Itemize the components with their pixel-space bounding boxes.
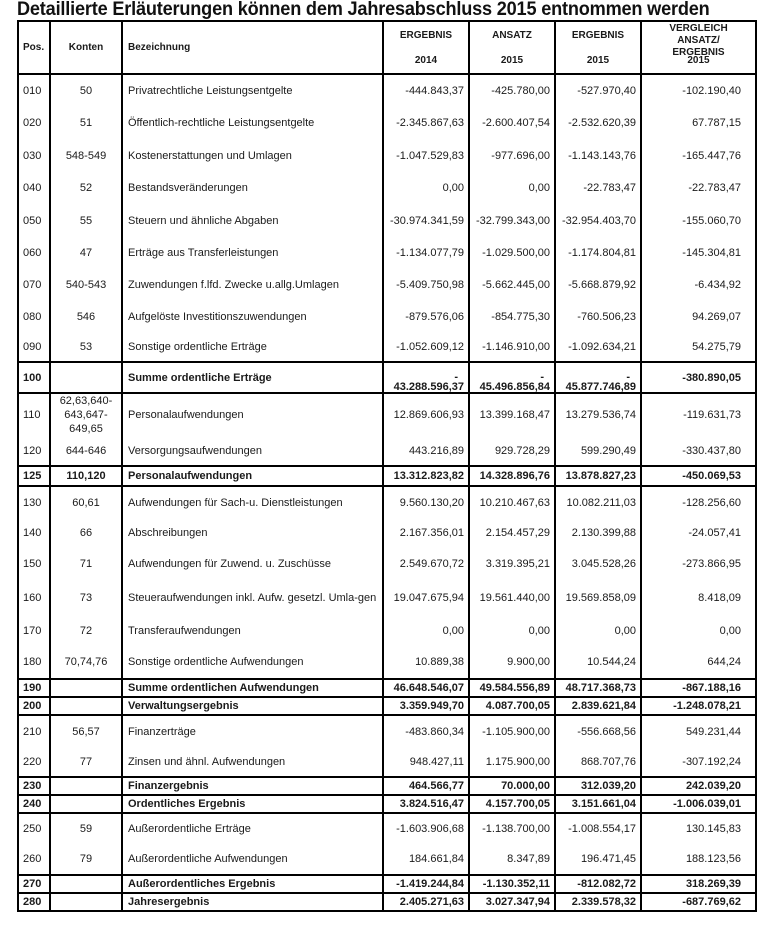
pos-cell: 060 (18, 237, 50, 268)
ergebnis-2014-cell: -1.134.077,79 (383, 237, 469, 268)
table-row (18, 875, 756, 893)
bezeichnung-cell: Sonstige ordentliche Aufwendungen (122, 646, 383, 679)
ansatz-2015-cell: -977.696,00 (469, 139, 555, 172)
vergleich-cell: 188.123,56 (641, 844, 756, 875)
bezeichnung-cell: Außerordentliche Aufwendungen (122, 844, 383, 875)
vergleich-cell: 8.418,09 (641, 580, 756, 616)
ansatz-2015-cell: 14.328.896,76 (469, 466, 555, 486)
ansatz-2015-cell: 1.175.900,00 (469, 747, 555, 777)
page-title: Detaillierte Erläuterungen können dem Jahresabschluss 2015 entnommen werden (17, 0, 710, 20)
ergebnis-2015-cell: -32.954.403,70 (555, 204, 641, 237)
ansatz-2015-cell: -1.130.352,11 (469, 875, 555, 893)
ergebnis-2015-cell: -1.092.634,21 (555, 332, 641, 362)
ergebnis-2015-cell: 10.082.211,03 (555, 486, 641, 518)
pos-cell: 120 (18, 436, 50, 466)
table-row (18, 393, 756, 436)
header-ansatz-2015: ANSATZ 2015 (469, 21, 555, 74)
konten-cell: 71 (50, 548, 122, 580)
pos-cell: 270 (18, 875, 50, 893)
ergebnis-2015-cell: -556.668,56 (555, 715, 641, 747)
table-row (18, 74, 756, 107)
bezeichnung-cell: Kostenerstattungen und Umlagen (122, 139, 383, 172)
konten-cell: 66 (50, 518, 122, 548)
ansatz-2015-cell: 4.157.700,05 (469, 795, 555, 813)
bezeichnung-cell: Aufwendungen für Sach-u. Dienstleistungen (122, 486, 383, 518)
pos-cell: 260 (18, 844, 50, 875)
vergleich-cell: 0,00 (641, 616, 756, 646)
ergebnis-2014-cell: 464.566,77 (383, 777, 469, 795)
bezeichnung-cell: Außerordentliches Ergebnis (122, 875, 383, 893)
bezeichnung-cell: Personalaufwendungen (122, 393, 383, 436)
pos-cell: 100 (18, 362, 50, 393)
ansatz-2015-cell: 3.027.347,94 (469, 893, 555, 911)
vergleich-cell: -155.060,70 (641, 204, 756, 237)
ergebnis-2015-cell: -5.668.879,92 (555, 268, 641, 301)
bezeichnung-cell: Personalaufwendungen (122, 466, 383, 486)
ansatz-2015-cell: 9.900,00 (469, 646, 555, 679)
vergleich-cell: 644,24 (641, 646, 756, 679)
ergebnis-2015-cell: 10.544,24 (555, 646, 641, 679)
pos-cell: 050 (18, 204, 50, 237)
ansatz-2015-cell: -1.029.500,00 (469, 237, 555, 268)
ergebnis-2015-cell: -1.008.554,17 (555, 813, 641, 844)
ergebnis-2015-cell: 3.045.528,26 (555, 548, 641, 580)
pos-cell: 140 (18, 518, 50, 548)
ansatz-2015-cell: 8.347,89 (469, 844, 555, 875)
ergebnis-2014-cell: 46.648.546,07 (383, 679, 469, 697)
konten-cell: 59 (50, 813, 122, 844)
konten-cell: 47 (50, 237, 122, 268)
vergleich-cell: -450.069,53 (641, 466, 756, 486)
bezeichnung-cell: Steuern und ähnliche Abgaben (122, 204, 383, 237)
bezeichnung-cell: Aufgelöste Investitionszuwendungen (122, 301, 383, 332)
pos-cell: 090 (18, 332, 50, 362)
vergleich-cell: -6.434,92 (641, 268, 756, 301)
bezeichnung-cell: Jahresergebnis (122, 893, 383, 911)
ergebnis-2014-cell: 0,00 (383, 616, 469, 646)
ergebnis-2015-cell: 3.151.661,04 (555, 795, 641, 813)
konten-cell: 62,63,640-​643,647-​649,65 (50, 393, 122, 436)
bezeichnung-cell: Finanzergebnis (122, 777, 383, 795)
vergleich-cell: -145.304,81 (641, 237, 756, 268)
konten-cell: 55 (50, 204, 122, 237)
vergleich-cell: 549.231,44 (641, 715, 756, 747)
ansatz-2015-cell: -1.105.900,00 (469, 715, 555, 747)
ergebnis-2014-cell: 2.405.271,63 (383, 893, 469, 911)
pos-cell: 190 (18, 679, 50, 697)
ergebnis-2014-cell: 948.427,11 (383, 747, 469, 777)
vergleich-cell: -128.256,60 (641, 486, 756, 518)
ansatz-2015-cell: 19.561.440,00 (469, 580, 555, 616)
ergebnis-2014-cell: -483.860,34 (383, 715, 469, 747)
vergleich-cell: -380.890,05 (641, 362, 756, 393)
vergleich-cell: -1.006.039,01 (641, 795, 756, 813)
vergleich-cell: 130.145,83 (641, 813, 756, 844)
pos-cell: 280 (18, 893, 50, 911)
table-row (18, 204, 756, 237)
konten-cell (50, 777, 122, 795)
pos-cell: 150 (18, 548, 50, 580)
bezeichnung-cell: Sonstige ordentliche Erträge (122, 332, 383, 362)
vergleich-cell: -22.783,47 (641, 172, 756, 204)
table-row (18, 795, 756, 813)
pos-cell: 030 (18, 139, 50, 172)
ergebnis-2015-cell: 2.839.621,84 (555, 697, 641, 715)
ergebnis-2015-cell: -527.970,40 (555, 74, 641, 107)
bezeichnung-cell: Außerordentliche Erträge (122, 813, 383, 844)
header-konten: Konten (50, 21, 122, 74)
ansatz-2015-cell: 3.319.395,21 (469, 548, 555, 580)
ansatz-2015-cell: -425.780,00 (469, 74, 555, 107)
ansatz-2015-cell: 4.087.700,05 (469, 697, 555, 715)
bezeichnung-cell: Bestandsveränderungen (122, 172, 383, 204)
vergleich-cell: -1.248.078,21 (641, 697, 756, 715)
pos-cell: 070 (18, 268, 50, 301)
ergebnis-2015-cell: 13.279.536,74 (555, 393, 641, 436)
table-row (18, 893, 756, 911)
ergebnis-2014-cell: -2.345.867,63 (383, 107, 469, 139)
ergebnis-2015-cell: 868.707,76 (555, 747, 641, 777)
ansatz-2015-cell: 929.728,29 (469, 436, 555, 466)
table-row (18, 436, 756, 466)
pos-cell: 250 (18, 813, 50, 844)
table-row (18, 844, 756, 875)
bezeichnung-cell: Zinsen und ähnl. Aufwendungen (122, 747, 383, 777)
table-row (18, 715, 756, 747)
ergebnis-2015-cell: -760.506,23 (555, 301, 641, 332)
konten-cell: 70,74,76 (50, 646, 122, 679)
vergleich-cell: 94.269,07 (641, 301, 756, 332)
ergebnis-2015-cell: 0,00 (555, 616, 641, 646)
konten-cell: 60,61 (50, 486, 122, 518)
ergebnis-2015-cell: 13.878.827,23 (555, 466, 641, 486)
pos-cell: 125 (18, 466, 50, 486)
ergebnis-2015-cell: 196.471,45 (555, 844, 641, 875)
vergleich-cell: -102.190,40 (641, 74, 756, 107)
ergebnis-2015-cell: 2.130.399,88 (555, 518, 641, 548)
konten-cell: 77 (50, 747, 122, 777)
konten-cell: 548-549 (50, 139, 122, 172)
ansatz-2015-cell: 13.399.168,47 (469, 393, 555, 436)
konten-cell (50, 697, 122, 715)
pos-cell: 040 (18, 172, 50, 204)
bezeichnung-cell: Erträge aus Transferleistungen (122, 237, 383, 268)
ergebnis-2015-cell: 2.339.578,32 (555, 893, 641, 911)
bezeichnung-cell: Transferaufwendungen (122, 616, 383, 646)
pos-cell: 130 (18, 486, 50, 518)
header-vergleich-2015: VERGLEICH ANSATZ/ ERGEBNIS 2015 (641, 21, 756, 74)
pos-cell: 220 (18, 747, 50, 777)
table-row (18, 697, 756, 715)
ergebnis-2014-cell: 13.312.823,82 (383, 466, 469, 486)
konten-cell (50, 795, 122, 813)
ansatz-2015-cell: 70.000,00 (469, 777, 555, 795)
pos-cell: 160 (18, 580, 50, 616)
table-row (18, 747, 756, 777)
pos-cell: 200 (18, 697, 50, 715)
bezeichnung-cell: Finanzerträge (122, 715, 383, 747)
bezeichnung-cell: Aufwendungen für Zuwend. u. Zuschüsse (122, 548, 383, 580)
ergebnis-2014-cell: 443.216,89 (383, 436, 469, 466)
ergebnis-2015-cell: -22.783,47 (555, 172, 641, 204)
ansatz-2015-cell: -32.799.343,00 (469, 204, 555, 237)
ansatz-2015-cell: 10.210.467,63 (469, 486, 555, 518)
bezeichnung-cell: Steueraufwendungen inkl. Aufw. gesetzl. Umla-​gen (122, 580, 383, 616)
ergebnis-2015-cell: 19.569.858,09 (555, 580, 641, 616)
table-row (18, 301, 756, 332)
table-row (18, 107, 756, 139)
table-row (18, 813, 756, 844)
pos-cell: 110 (18, 393, 50, 436)
vergleich-cell: -687.769,62 (641, 893, 756, 911)
ergebnis-2014-cell: -30.974.341,59 (383, 204, 469, 237)
ergebnis-2014-cell: -5.409.750,98 (383, 268, 469, 301)
ergebnis-2014-cell: - 43.288.596,37 (383, 362, 469, 393)
table-row (18, 679, 756, 697)
ergebnis-2015-cell: -2.532.620,39 (555, 107, 641, 139)
konten-cell: 51 (50, 107, 122, 139)
table-row (18, 332, 756, 362)
ergebnis-2014-cell: -1.419.244,84 (383, 875, 469, 893)
ergebnis-2015-cell: 312.039,20 (555, 777, 641, 795)
ergebnis-2014-cell: 184.661,84 (383, 844, 469, 875)
konten-cell: 56,57 (50, 715, 122, 747)
ansatz-2015-cell: 0,00 (469, 616, 555, 646)
bezeichnung-cell: Öffentlich-rechtliche Leistungsentgelte (122, 107, 383, 139)
table-row (18, 486, 756, 518)
bezeichnung-cell: Ordentliches Ergebnis (122, 795, 383, 813)
vergleich-cell: 318.269,39 (641, 875, 756, 893)
table-row (18, 172, 756, 204)
ergebnis-2014-cell: -1.603.906,68 (383, 813, 469, 844)
bezeichnung-cell: Privatrechtliche Leistungsentgelte (122, 74, 383, 107)
konten-cell (50, 362, 122, 393)
konten-cell: 540-543 (50, 268, 122, 301)
konten-cell: 52 (50, 172, 122, 204)
bezeichnung-cell: Verwaltungsergebnis (122, 697, 383, 715)
ergebnis-2014-cell: 10.889,38 (383, 646, 469, 679)
table-row (18, 362, 756, 393)
table-row (18, 616, 756, 646)
vergleich-cell: -307.192,24 (641, 747, 756, 777)
ergebnis-2015-cell: -812.082,72 (555, 875, 641, 893)
ergebnis-2015-cell: 599.290,49 (555, 436, 641, 466)
header-ergebnis-2014: ERGEBNIS 2014 (383, 21, 469, 74)
header-pos: Pos. (18, 21, 50, 74)
bezeichnung-cell: Versorgungsaufwendungen (122, 436, 383, 466)
vergleich-cell: -330.437,80 (641, 436, 756, 466)
pos-cell: 010 (18, 74, 50, 107)
table-row (18, 646, 756, 679)
table-row (18, 268, 756, 301)
vergleich-cell: -24.057,41 (641, 518, 756, 548)
pos-cell: 180 (18, 646, 50, 679)
pos-cell: 080 (18, 301, 50, 332)
vergleich-cell: 67.787,15 (641, 107, 756, 139)
vergleich-cell: -273.866,95 (641, 548, 756, 580)
table-row (18, 580, 756, 616)
konten-cell: 644-646 (50, 436, 122, 466)
ansatz-2015-cell: 49.584.556,89 (469, 679, 555, 697)
header-ergebnis-2015: ERGEBNIS 2015 (555, 21, 641, 74)
ergebnis-2015-cell: 48.717.368,73 (555, 679, 641, 697)
vergleich-cell: -165.447,76 (641, 139, 756, 172)
ergebnis-2014-cell: 2.549.670,72 (383, 548, 469, 580)
pos-cell: 240 (18, 795, 50, 813)
konten-cell: 50 (50, 74, 122, 107)
ergebnis-2014-cell: 3.359.949,70 (383, 697, 469, 715)
konten-cell: 73 (50, 580, 122, 616)
table-row (18, 518, 756, 548)
ansatz-2015-cell: -2.600.407,54 (469, 107, 555, 139)
vergleich-cell: 54.275,79 (641, 332, 756, 362)
table-row (18, 548, 756, 580)
konten-cell (50, 893, 122, 911)
ansatz-2015-cell: -1.138.700,00 (469, 813, 555, 844)
ansatz-2015-cell: -1.146.910,00 (469, 332, 555, 362)
konten-cell: 53 (50, 332, 122, 362)
vergleich-cell: 242.039,20 (641, 777, 756, 795)
ergebnis-2014-cell: 19.047.675,94 (383, 580, 469, 616)
ergebnis-2014-cell: 2.167.356,01 (383, 518, 469, 548)
ergebnis-2014-cell: -1.047.529,83 (383, 139, 469, 172)
konten-cell (50, 679, 122, 697)
table-row (18, 139, 756, 172)
ergebnis-2014-cell: -879.576,06 (383, 301, 469, 332)
table-row (18, 466, 756, 486)
header-bezeichnung: Bezeichnung (122, 21, 383, 74)
konten-cell: 72 (50, 616, 122, 646)
table-row (18, 777, 756, 795)
bezeichnung-cell: Summe ordentlichen Aufwendungen (122, 679, 383, 697)
ansatz-2015-cell: -5.662.445,00 (469, 268, 555, 301)
konten-cell (50, 875, 122, 893)
table-row (18, 237, 756, 268)
ergebnis-2014-cell: 0,00 (383, 172, 469, 204)
ergebnis-2015-cell: -1.174.804,81 (555, 237, 641, 268)
ergebnis-2014-cell: -1.052.609,12 (383, 332, 469, 362)
ergebnis-2014-cell: -444.843,37 (383, 74, 469, 107)
ansatz-2015-cell: 2.154.457,29 (469, 518, 555, 548)
financial-table (17, 20, 757, 912)
ergebnis-2014-cell: 3.824.516,47 (383, 795, 469, 813)
bezeichnung-cell: Abschreibungen (122, 518, 383, 548)
ansatz-2015-cell: -854.775,30 (469, 301, 555, 332)
konten-cell: 546 (50, 301, 122, 332)
ergebnis-2014-cell: 9.560.130,20 (383, 486, 469, 518)
ergebnis-2014-cell: 12.869.606,93 (383, 393, 469, 436)
bezeichnung-cell: Zuwendungen f.lfd. Zwecke u.allg.Umlagen (122, 268, 383, 301)
bezeichnung-cell: Summe ordentliche Erträge (122, 362, 383, 393)
vergleich-cell: -119.631,73 (641, 393, 756, 436)
ansatz-2015-cell: 0,00 (469, 172, 555, 204)
ergebnis-2015-cell: - 45.877.746,89 (555, 362, 641, 393)
pos-cell: 020 (18, 107, 50, 139)
pos-cell: 170 (18, 616, 50, 646)
ergebnis-2015-cell: -1.143.143,76 (555, 139, 641, 172)
konten-cell: 110,120 (50, 466, 122, 486)
konten-cell: 79 (50, 844, 122, 875)
pos-cell: 230 (18, 777, 50, 795)
pos-cell: 210 (18, 715, 50, 747)
ansatz-2015-cell: - 45.496.856,84 (469, 362, 555, 393)
vergleich-cell: -867.188,16 (641, 679, 756, 697)
